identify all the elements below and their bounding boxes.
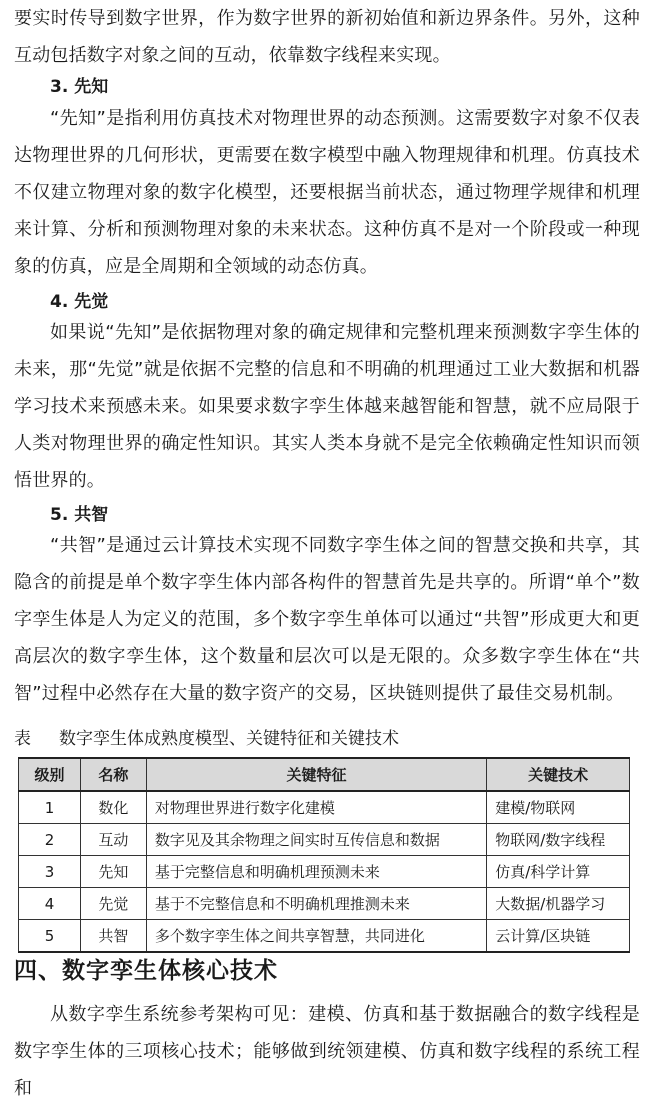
precognition-paragraph: 如果说“先知”是依据物理对象的确定规律和完整机理来预测数字孪生体的未来，那“先觉”就是依据不完整的信息和不明确的机理通过工业大数据和机器学习技术来预感未来。如果要求数字孪生体越来越智能和智慧，就不应局限于人类对物理世界的确定性知识。其实人类本身就不是完全依赖确定性知识而领悟世界的。 xyxy=(14,322,640,491)
cell-technology: 大数据/机器学习 xyxy=(487,888,630,920)
cell-feature: 对物理世界进行数字化建模 xyxy=(146,791,486,824)
cell-name: 共智 xyxy=(80,920,146,953)
collective-heading: 5. 共智 xyxy=(50,505,109,525)
cell-feature: 数字见及其余物理之间实时互传信息和数据 xyxy=(146,824,486,856)
cell-name: 数化 xyxy=(80,791,146,824)
table-row xyxy=(19,856,630,888)
collective-paragraph: “共智”是通过云计算技术实现不同数字孪生体之间的智慧交换和共享，其隐含的前提是单个数字孪生体内部各构件的智慧首先是共享的。所谓“单个”数字孪生体是人为定义的范围，多个数字孪生单体可以通过“共智”形成更大和更高层次的数字孪生体，这个数量和层次可以是无限的。众多数字孪生体在“共智”过程中必然存在大量的数字资产的交易，区块链则提供了最佳交易机制。 xyxy=(14,535,640,704)
table-caption-prefix: 表 xyxy=(14,729,31,749)
cell-level: 5 xyxy=(19,920,81,953)
cell-name: 先觉 xyxy=(80,888,146,920)
table-row xyxy=(19,824,630,856)
header-feature: 关键特征 xyxy=(146,758,486,791)
cell-technology: 云计算/区块链 xyxy=(487,920,630,953)
cell-technology: 仿真/科学计算 xyxy=(487,856,630,888)
section-paragraph: 从数字孪生系统参考架构可见：建模、仿真和基于数据融合的数字线程是数字孪生体的三项核心技术；能够做到统领建模、仿真和数字线程的系统工程和 xyxy=(14,1004,640,1099)
cell-level: 4 xyxy=(19,888,81,920)
cell-name: 互动 xyxy=(80,824,146,856)
maturity-model-table xyxy=(18,757,630,953)
header-technology: 关键技术 xyxy=(487,758,630,791)
table-caption xyxy=(14,724,399,749)
header-level: 级别 xyxy=(19,758,81,791)
header-name: 名称 xyxy=(80,758,146,791)
cell-technology: 物联网/数字线程 xyxy=(487,824,630,856)
table-caption-title: 数字孪生体成熟度模型、关键特征和关键技术 xyxy=(59,729,399,749)
cell-technology: 建模/物联网 xyxy=(487,791,630,824)
cell-level: 2 xyxy=(19,824,81,856)
table-header-row xyxy=(19,758,630,791)
cell-feature: 多个数字孪生体之间共享智慧，共同进化 xyxy=(146,920,486,953)
cell-name: 先知 xyxy=(80,856,146,888)
intro-paragraph: 要实时传导到数字世界，作为数字世界的新初始值和新边界条件。另外，这种互动包括数字对象之间的互动，依靠数字线程来实现。 xyxy=(14,8,640,66)
cell-feature: 基于完整信息和明确机理预测未来 xyxy=(146,856,486,888)
foresight-paragraph: “先知”是指利用仿真技术对物理世界的动态预测。这需要数字对象不仅表达物理世界的几何形状，更需要在数字模型中融入物理规律和机理。仿真技术不仅建立物理对象的数字化模型，还要根据当前状态，通过物理学规律和机理来计算、分析和预测物理对象的未来状态。这种仿真不是对一个阶段或一种现象的仿真，应是全周期和全领域的动态仿真。 xyxy=(14,108,640,277)
table-row xyxy=(19,920,630,953)
precognition-heading: 4. 先觉 xyxy=(50,292,109,312)
cell-level: 3 xyxy=(19,856,81,888)
cell-feature: 基于不完整信息和不明确机理推测未来 xyxy=(146,888,486,920)
table-row xyxy=(19,888,630,920)
cell-level: 1 xyxy=(19,791,81,824)
section-heading: 四、数字孪生体核心技术 xyxy=(14,958,278,984)
table-row xyxy=(19,791,630,824)
foresight-heading: 3. 先知 xyxy=(50,77,109,97)
